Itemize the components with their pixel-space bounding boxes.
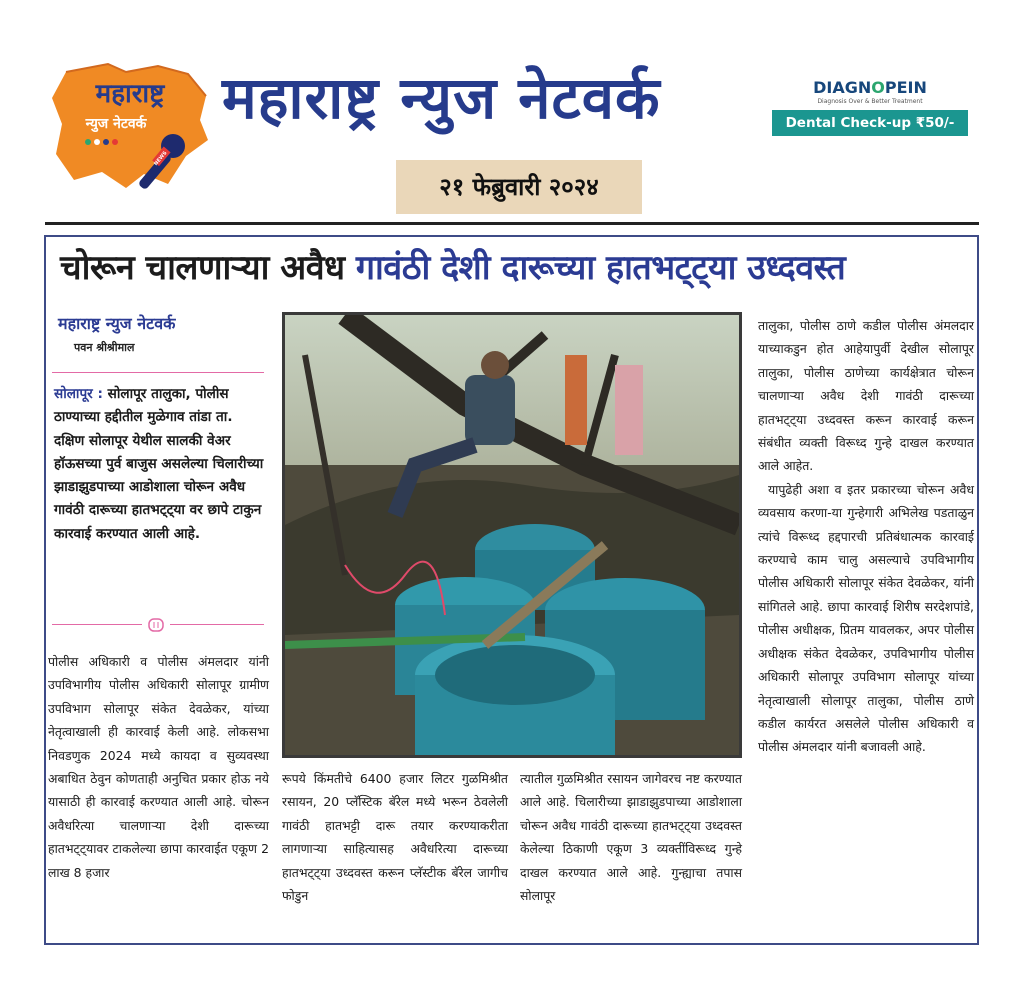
article-lead bbox=[54, 383, 264, 546]
logo-line1: महाराष्ट्र bbox=[95, 79, 165, 109]
article-body-col4 bbox=[758, 314, 974, 759]
headline-part-blue: गावंठी देशी दारूच्या हातभट्ट्या उध्दवस्त bbox=[355, 248, 846, 288]
article-headline bbox=[60, 242, 970, 294]
ad-offer-banner[interactable]: Dental Check-up ₹50/- bbox=[772, 110, 968, 136]
edition-date: २१ फेब्रुवारी २०२४ bbox=[396, 160, 642, 214]
paragraph: तालुका, पोलीस ठाणे कडील पोलीस अंमलदार याच्याकडुन होत आहेयापुर्वी देखील सोलापूर तालुका, पोलीस ठाणेच्या कार्यक्षेत्रात चोरून चालणाऱ्या अवैध देशी गावंठी दारूच्या हातभट्ट्या उध्दवस्त करून कारवाई करून संबंधीत व्यक्ती विरूध्द गुन्हे दाखल करण्यात आले आहेत. bbox=[758, 318, 974, 474]
divider-line bbox=[52, 372, 264, 373]
ad-tagline: Diagnosis Over & Better Treatment bbox=[817, 98, 923, 105]
masthead-title: महाराष्ट्र न्युज नेटवर्क bbox=[222, 64, 661, 132]
byline-author: पवन श्रीश्रीमाल bbox=[74, 341, 135, 354]
ornament-icon bbox=[146, 617, 166, 631]
brand-logo bbox=[48, 58, 213, 193]
article-body-col1: पोलीस अधिकारी व पोलीस अंमलदार यांनी उपविभागीय पोलीस अधिकारी सोलापूर ग्रामीण उपविभाग सोलापूर संकेत देवळेकर, यांच्या नेतृत्वाखाली ही कारवाई केली आहे. लोकसभा निवडणुक 2024 मध्ये कायदा व सुव्यवस्था अबाधित ठेवुन कोणताही अनुचित प्रकार होऊ नये यासाठी ही कारवाई करण्यात आली आहे. चोरून अवैधरित्या चालणाऱ्या देशी दारूच्या हातभट्ट्यावर टाकलेल्या छापा कारवाईत एकूण 2 लाख 8 हजार bbox=[48, 654, 269, 880]
article-body-col2: रूपये किंमतीचे 6400 हजार लिटर गुळमिश्रीत रसायन, 20 प्लॅस्टिक बॅरेल मध्ये भरून ठेवलेली गावंठी हातभट्टी दारू तयार करण्याकरीता लागणाऱ्या साहित्यासह अवैधरित्या दारूच्या हातभट्ट्या उध्दवस्त करून प्लॅस्टीक बॅरेल जागीच फोडुन bbox=[282, 771, 508, 904]
logo-line2: न्युज नेटवर्क bbox=[85, 116, 147, 132]
lead-text: सोलापूर तालुका, पोलीस ठाण्याच्या हद्दीतील मुळेगाव तांडा ता. दक्षिण सोलापूर येथील सालकी वेअर हॉऊसच्या पुर्व बाजुस असलेल्या चिलारीच्या झाडाझुडपाच्या आडोशाला चोरून अवैध गावंठी दारूच्या हातभट्ट्या वर छापे टाकुन कारवाई करण्यात आली आहे. bbox=[54, 386, 264, 542]
masthead-rule bbox=[45, 222, 979, 225]
divider-line bbox=[170, 624, 264, 625]
paragraph: यापुढेही अशा व इतर प्रकारच्या चोरून अवैध व्यवसाय करणा-या गुन्हेगारी अभिलेख पडताळुन त्यांचे विरूध्द हद्दपारची प्रतिबंधात्मक कारवाई करण्याचे काम चालु असल्याचे उपविभागीय पोलीस अधिकारी सोलापूर संकेत देवळेकर, यांनी सांगितले आहे. छापा कारवाई शिरीष सरदेशपांडे, पोलीस अधीक्षक, प्रितम यावलकर, अपर पोलीस अधीक्षक संकेत देवळेकर, उपविभागीय पोलीस अधिकारी सोलापूर उपविभाग सोलापूर यांच्या नेतृत्वाखाली सोलापूर तालुका, पोलीस ठाणे कडील कार्यरत असलेले पोलीस अधिकारी व पोलीस अंमलदार यांनी बजावली आहे. bbox=[758, 481, 974, 755]
advertisement[interactable] bbox=[770, 78, 970, 140]
divider-line bbox=[52, 624, 142, 625]
byline-brand: महाराष्ट्र न्युज नेटवर्क bbox=[58, 314, 176, 333]
article-photo bbox=[282, 312, 742, 758]
dateline: सोलापूर : bbox=[54, 386, 103, 402]
svg-text:NEWS: NEWS bbox=[153, 150, 169, 167]
article-body-col3: त्यातील गुळमिश्रीत रसायन जागेवरच नष्ट करण्यात आले आहे. चिलारीच्या झाडाझुडपाच्या आडोशाला चोरून अवैध गावंठी दारूच्या हातभट्ट्या उध्दवस्त केलेल्या ठिकाणी एकूण 3 व्यक्तींविरूध्द गुन्हे दाखल करण्यात आले आहे. गुन्ह्याचा तपास सोलापूर bbox=[520, 771, 742, 904]
headline-part-black: चोरून चालणाऱ्या अवैध bbox=[60, 248, 345, 288]
ad-brand: DIAGNOPEIN bbox=[813, 78, 927, 97]
